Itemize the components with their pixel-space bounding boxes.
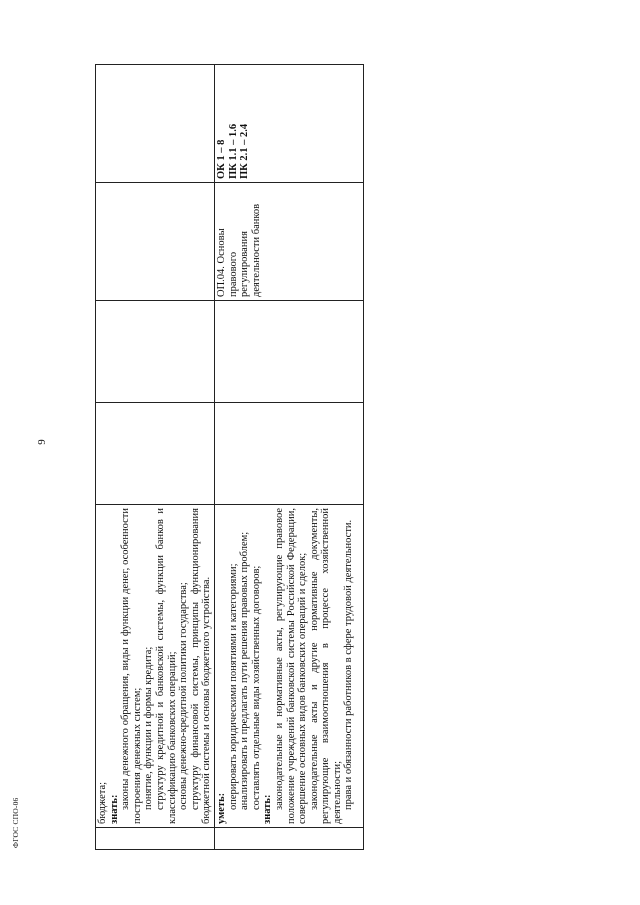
able-item: оперировать юридическими понятиями и категориями; [227, 563, 239, 810]
know-item: структуру финансовой системы, принципы функционирования бюджетной системы и основы бюджетного устройства. [189, 508, 213, 824]
able-item: анализировать и предлагать пути решения правовых проблем; [239, 531, 251, 810]
know-item: законодательные акты и другие нормативные документы, регулирующие взаимоотношения в процессе хозяйственной деятельности; [308, 508, 343, 824]
skills-description-cell [96, 505, 215, 828]
rotated-standards-table [95, 65, 355, 850]
know-item: понятие, функции и формы кредита; [143, 646, 155, 810]
empty-index-cell [214, 828, 363, 850]
know-item: права и обязанности работников в сфере трудовой деятельности. [343, 519, 355, 810]
table-row [214, 65, 363, 850]
competency-code: ОК 1 – 8 [215, 139, 227, 179]
know-item: законы денежного обращения, виды и функции денег, особенности построения денежных систем; [120, 508, 143, 824]
competency-code: ПК 1.1 – 1.6 [227, 123, 239, 179]
discipline-line: регулирования [239, 231, 251, 297]
page-number: 9 [36, 439, 48, 445]
discipline-line: ОП.04. Основы [215, 228, 227, 297]
discipline-cell [96, 183, 215, 301]
empty-cell [96, 403, 215, 505]
know-item: структуру кредитной и банковской системы, функции банков и классификацию банковских операций; [154, 508, 178, 824]
know-heading: знать: [262, 794, 274, 824]
know-item: законодательные и нормативные акты, регулирующие правовое положение учреждений банковской системы Российской Федерации, совершение основных видов банковских операций и сделок; [273, 508, 309, 824]
footer-code: ФГОС СПО-06 [11, 797, 20, 848]
know-heading: знать: [108, 794, 120, 824]
discipline-cell [214, 183, 363, 301]
discipline-line: правового [227, 251, 239, 297]
able-heading: уметь: [215, 792, 227, 824]
skills-description-cell [214, 505, 363, 828]
able-item: составлять отдельные виды хозяйственных договоров; [250, 565, 262, 810]
competencies-cell [96, 65, 215, 183]
know-item: основы денежно-кредитной политики государства; [178, 582, 190, 810]
empty-cell [214, 403, 363, 505]
competencies-cell [214, 65, 363, 183]
discipline-line: деятельности банков [250, 203, 262, 297]
empty-cell [96, 301, 215, 403]
competency-table [95, 64, 364, 850]
empty-index-cell [96, 828, 215, 850]
empty-cell [214, 301, 363, 403]
intro-text: бюджета; [97, 781, 108, 824]
table-row [96, 65, 215, 850]
competency-code: ПК 2.1 – 2.4 [239, 123, 251, 179]
